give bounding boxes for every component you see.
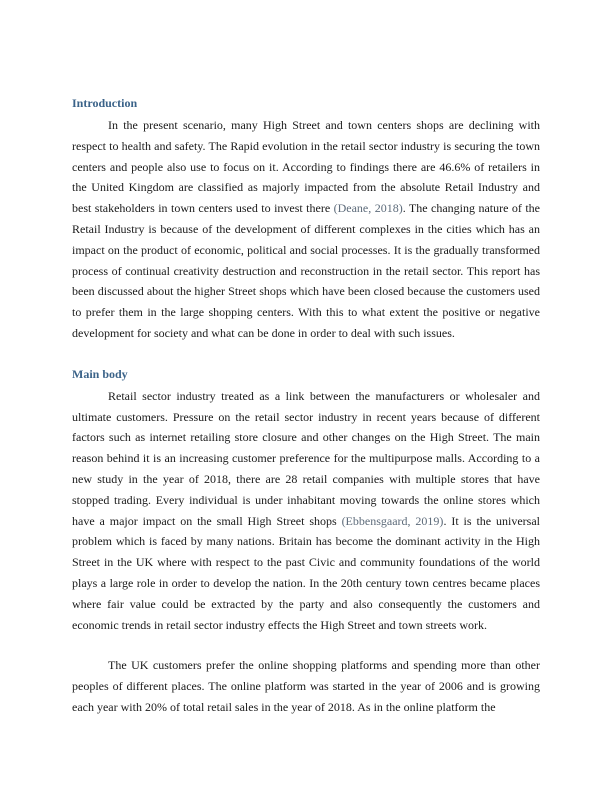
paragraph-text: . The changing nature of the Retail Industry is because of the development of different complexes in the cities which has an impact on the product of economic, political and social processes. It is the gradually transformed process of continual creativity destruction and reconstruction in the retail sector. This report has been discussed about the higher Street shops which have been closed because the customers used to prefer them in the large shopping centers. With this to what extent the positive or negative development for society and what can be done in order to deal with such issues. [72,201,540,340]
citation-deane: (Deane, 2018) [333,201,403,216]
section-spacer [72,344,540,365]
introduction-paragraph [72,115,540,344]
main-body-paragraph-1 [72,386,540,636]
citation-ebbensgaard: (Ebbensgaard, 2019) [341,513,444,528]
main-body-paragraph-2: The UK customers prefer the online shopping platforms and spending more than other peoples of different places. The online platform was started in the year of 2006 and is growing each year with 20% of total retail sales in the year of 2018. As in the online platform the [72,658,540,714]
document-body [72,94,540,718]
section-heading-main-body: Main body [72,366,128,381]
paragraph-text: . It is the universal problem which is faced by many nations. Britain has become the dominant activity in the High Street in the UK where with respect to the past Civic and community foundations of the world plays a large role in order to develop the nation. In the 20th century town centres became places where fair value could be extracted by the party and also consequently the customers and economic trends in retail sector industry effects the High Street and town streets work. [72,513,540,632]
paragraph-text: Retail sector industry treated as a link between the manufacturers or wholesaler and ultimate customers. Pressure on the retail sector industry in recent years because of different factors such as internet retailing store closure and other changes on the High Street. The main reason behind it is an increasing customer preference for the multipurpose malls. According to a new study in the year of 2018, there are 28 retail companies with multiple stores that have stopped trading. Every individual is under inhabitant moving towards the online stores which have a major impact on the small High Street shops [72,388,540,528]
paragraph-text: In the present scenario, many High Street and town centers shops are declining with respect to health and safety. The Rapid evolution in the retail sector industry is securing the town centers and people also use to focus on it. According to findings there are 46.6% of retailers in the United Kingdom are classified as majorly impacted from the absolute Retail Industry and best stakeholders in town centers used to invest there [72,118,540,216]
section-heading-introduction: Introduction [72,96,138,110]
paragraph-spacer [72,635,540,655]
